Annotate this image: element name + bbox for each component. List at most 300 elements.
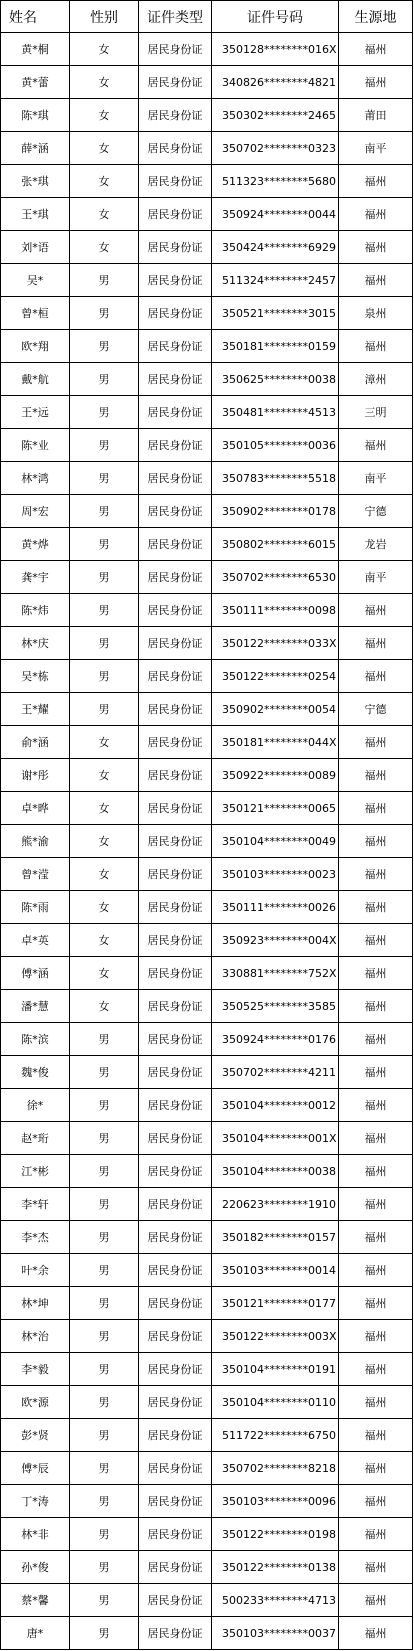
cell-id-number: 511323********5680 [212, 165, 339, 198]
cell-gender: 男 [70, 1617, 139, 1650]
table-row [1, 132, 413, 165]
cell-name: 吴*栋 [1, 660, 70, 693]
cell-id-number: 350103********0014 [212, 1254, 339, 1287]
cell-id-type: 居民身份证 [139, 858, 212, 891]
cell-id-number: 350923********004X [212, 924, 339, 957]
cell-gender: 女 [70, 792, 139, 825]
cell-gender: 女 [70, 132, 139, 165]
cell-name: 黄*桐 [1, 33, 70, 66]
table-row [1, 990, 413, 1023]
cell-gender: 男 [70, 1155, 139, 1188]
cell-id-type: 居民身份证 [139, 1584, 212, 1617]
cell-gender: 女 [70, 726, 139, 759]
table-row [1, 858, 413, 891]
table-row [1, 429, 413, 462]
cell-name: 薛*涵 [1, 132, 70, 165]
cell-id-number: 350182********0157 [212, 1221, 339, 1254]
table-row [1, 198, 413, 231]
cell-id-number: 350783********5518 [212, 462, 339, 495]
cell-gender: 男 [70, 1485, 139, 1518]
header-id-number: 证件号码 [212, 1, 339, 33]
table-row [1, 693, 413, 726]
cell-gender: 男 [70, 1353, 139, 1386]
cell-gender: 女 [70, 99, 139, 132]
cell-origin: 福州 [339, 660, 413, 693]
cell-id-type: 居民身份证 [139, 1221, 212, 1254]
cell-origin: 宁德 [339, 495, 413, 528]
cell-gender: 女 [70, 924, 139, 957]
table-row [1, 1056, 413, 1089]
cell-name: 陈*琪 [1, 99, 70, 132]
table-row [1, 924, 413, 957]
cell-id-type: 居民身份证 [139, 759, 212, 792]
cell-gender: 女 [70, 990, 139, 1023]
table-row [1, 660, 413, 693]
cell-origin: 福州 [339, 891, 413, 924]
cell-id-type: 居民身份证 [139, 99, 212, 132]
cell-name: 曾*滢 [1, 858, 70, 891]
cell-id-type: 居民身份证 [139, 594, 212, 627]
cell-id-number: 350181********0159 [212, 330, 339, 363]
table-row [1, 330, 413, 363]
cell-origin: 福州 [339, 594, 413, 627]
cell-id-number: 330881********752X [212, 957, 339, 990]
cell-origin: 福州 [339, 1023, 413, 1056]
cell-name: 欧*翔 [1, 330, 70, 363]
cell-id-number: 350122********003X [212, 1320, 339, 1353]
cell-id-type: 居民身份证 [139, 330, 212, 363]
cell-id-number: 350122********0198 [212, 1518, 339, 1551]
table-row [1, 627, 413, 660]
cell-origin: 福州 [339, 1518, 413, 1551]
table-row [1, 165, 413, 198]
cell-name: 徐* [1, 1089, 70, 1122]
cell-name: 黄*烨 [1, 528, 70, 561]
cell-id-type: 居民身份证 [139, 1056, 212, 1089]
cell-origin: 福州 [339, 1089, 413, 1122]
cell-origin: 福州 [339, 726, 413, 759]
cell-id-number: 350122********0138 [212, 1551, 339, 1584]
cell-id-number: 350104********0110 [212, 1386, 339, 1419]
cell-id-number: 350525********3585 [212, 990, 339, 1023]
cell-id-type: 居民身份证 [139, 396, 212, 429]
cell-origin: 福州 [339, 1254, 413, 1287]
cell-gender: 男 [70, 627, 139, 660]
table-row [1, 1155, 413, 1188]
cell-name: 傅*涵 [1, 957, 70, 990]
cell-id-number: 511722********6750 [212, 1419, 339, 1452]
table-row [1, 462, 413, 495]
cell-id-number: 350702********0323 [212, 132, 339, 165]
table-row [1, 99, 413, 132]
cell-name: 丁*涛 [1, 1485, 70, 1518]
cell-gender: 男 [70, 1056, 139, 1089]
cell-id-number: 350104********0191 [212, 1353, 339, 1386]
cell-id-number: 350104********0038 [212, 1155, 339, 1188]
cell-gender: 男 [70, 363, 139, 396]
cell-gender: 男 [70, 1122, 139, 1155]
cell-origin: 福州 [339, 627, 413, 660]
table-row [1, 891, 413, 924]
table-row [1, 66, 413, 99]
cell-id-type: 居民身份证 [139, 1452, 212, 1485]
table-row [1, 1254, 413, 1287]
cell-origin: 福州 [339, 66, 413, 99]
cell-gender: 女 [70, 957, 139, 990]
cell-name: 蔡*馨 [1, 1584, 70, 1617]
cell-origin: 福州 [339, 198, 413, 231]
cell-name: 唐* [1, 1617, 70, 1650]
table-row [1, 1089, 413, 1122]
cell-id-type: 居民身份证 [139, 462, 212, 495]
cell-name: 欧*源 [1, 1386, 70, 1419]
cell-name: 江*彬 [1, 1155, 70, 1188]
cell-name: 傅*辰 [1, 1452, 70, 1485]
cell-id-number: 350122********0254 [212, 660, 339, 693]
cell-origin: 福州 [339, 1188, 413, 1221]
cell-origin: 福州 [339, 1221, 413, 1254]
cell-id-number: 350802********6015 [212, 528, 339, 561]
cell-id-type: 居民身份证 [139, 957, 212, 990]
table-row [1, 561, 413, 594]
cell-id-type: 居民身份证 [139, 561, 212, 594]
cell-origin: 福州 [339, 1122, 413, 1155]
table-row [1, 1188, 413, 1221]
table-row [1, 1485, 413, 1518]
cell-id-type: 居民身份证 [139, 1287, 212, 1320]
cell-origin: 南平 [339, 462, 413, 495]
cell-origin: 莆田 [339, 99, 413, 132]
cell-gender: 男 [70, 1518, 139, 1551]
table-row [1, 759, 413, 792]
cell-id-type: 居民身份证 [139, 1155, 212, 1188]
cell-id-type: 居民身份证 [139, 1551, 212, 1584]
cell-name: 周*宏 [1, 495, 70, 528]
cell-id-type: 居民身份证 [139, 1023, 212, 1056]
cell-id-number: 350922********0089 [212, 759, 339, 792]
cell-origin: 福州 [339, 1155, 413, 1188]
cell-id-type: 居民身份证 [139, 1419, 212, 1452]
cell-gender: 男 [70, 396, 139, 429]
cell-id-number: 350902********0178 [212, 495, 339, 528]
cell-name: 叶*余 [1, 1254, 70, 1287]
cell-name: 李*毅 [1, 1353, 70, 1386]
cell-id-type: 居民身份证 [139, 1089, 212, 1122]
cell-gender: 男 [70, 1287, 139, 1320]
cell-name: 彭*贤 [1, 1419, 70, 1452]
cell-origin: 福州 [339, 1287, 413, 1320]
table-row [1, 297, 413, 330]
cell-origin: 福州 [339, 330, 413, 363]
cell-id-type: 居民身份证 [139, 825, 212, 858]
cell-id-type: 居民身份证 [139, 1485, 212, 1518]
cell-gender: 男 [70, 660, 139, 693]
cell-gender: 男 [70, 495, 139, 528]
cell-gender: 女 [70, 759, 139, 792]
cell-name: 陈*炜 [1, 594, 70, 627]
cell-origin: 福州 [339, 1419, 413, 1452]
cell-origin: 福州 [339, 1485, 413, 1518]
cell-id-type: 居民身份证 [139, 924, 212, 957]
cell-gender: 男 [70, 1452, 139, 1485]
cell-name: 王*远 [1, 396, 70, 429]
cell-name: 赵*珩 [1, 1122, 70, 1155]
cell-name: 李*杰 [1, 1221, 70, 1254]
cell-gender: 男 [70, 264, 139, 297]
table-row [1, 33, 413, 66]
cell-name: 陈*雨 [1, 891, 70, 924]
cell-id-type: 居民身份证 [139, 165, 212, 198]
cell-id-type: 居民身份证 [139, 1518, 212, 1551]
cell-gender: 男 [70, 528, 139, 561]
cell-name: 刘*语 [1, 231, 70, 264]
cell-gender: 男 [70, 1023, 139, 1056]
cell-id-type: 居民身份证 [139, 66, 212, 99]
table-row [1, 1023, 413, 1056]
cell-id-type: 居民身份证 [139, 33, 212, 66]
cell-gender: 女 [70, 33, 139, 66]
cell-id-type: 居民身份证 [139, 198, 212, 231]
table-row [1, 825, 413, 858]
cell-gender: 男 [70, 594, 139, 627]
cell-id-number: 350103********0096 [212, 1485, 339, 1518]
cell-origin: 福州 [339, 858, 413, 891]
header-gender: 性别 [70, 1, 139, 33]
cell-name: 卓*晔 [1, 792, 70, 825]
cell-id-number: 350104********0049 [212, 825, 339, 858]
cell-name: 林*非 [1, 1518, 70, 1551]
cell-gender: 男 [70, 297, 139, 330]
cell-origin: 福州 [339, 924, 413, 957]
cell-id-number: 220623********1910 [212, 1188, 339, 1221]
cell-id-number: 350924********0176 [212, 1023, 339, 1056]
cell-origin: 福州 [339, 231, 413, 264]
table-row [1, 957, 413, 990]
cell-id-number: 350181********044X [212, 726, 339, 759]
cell-id-number: 350121********0177 [212, 1287, 339, 1320]
cell-id-type: 居民身份证 [139, 726, 212, 759]
cell-name: 林*鸿 [1, 462, 70, 495]
cell-name: 潘*慧 [1, 990, 70, 1023]
cell-origin: 福州 [339, 264, 413, 297]
cell-name: 林*治 [1, 1320, 70, 1353]
cell-id-type: 居民身份证 [139, 363, 212, 396]
cell-name: 俞*涵 [1, 726, 70, 759]
cell-id-type: 居民身份证 [139, 1617, 212, 1650]
cell-name: 卓*英 [1, 924, 70, 957]
cell-id-number: 350104********001X [212, 1122, 339, 1155]
table-row [1, 1452, 413, 1485]
cell-origin: 福州 [339, 825, 413, 858]
cell-origin: 福州 [339, 1452, 413, 1485]
cell-origin: 福州 [339, 759, 413, 792]
table-row [1, 1320, 413, 1353]
cell-id-number: 350121********0065 [212, 792, 339, 825]
cell-gender: 男 [70, 429, 139, 462]
cell-name: 吴* [1, 264, 70, 297]
table-body [1, 33, 413, 1650]
cell-origin: 福州 [339, 990, 413, 1023]
cell-id-number: 350424********6929 [212, 231, 339, 264]
cell-id-number: 350111********0026 [212, 891, 339, 924]
cell-name: 王*琪 [1, 198, 70, 231]
cell-name: 龚*宇 [1, 561, 70, 594]
cell-gender: 男 [70, 1584, 139, 1617]
cell-name: 陈*滨 [1, 1023, 70, 1056]
cell-id-type: 居民身份证 [139, 990, 212, 1023]
cell-origin: 福州 [339, 1617, 413, 1650]
table-row [1, 1287, 413, 1320]
cell-gender: 男 [70, 1089, 139, 1122]
cell-name: 孙*俊 [1, 1551, 70, 1584]
table-row [1, 363, 413, 396]
cell-name: 张*琪 [1, 165, 70, 198]
cell-id-type: 居民身份证 [139, 1254, 212, 1287]
cell-origin: 南平 [339, 561, 413, 594]
cell-id-type: 居民身份证 [139, 297, 212, 330]
cell-name: 李*轩 [1, 1188, 70, 1221]
cell-id-number: 350481********4513 [212, 396, 339, 429]
cell-id-number: 350521********3015 [212, 297, 339, 330]
cell-id-number: 500233********4713 [212, 1584, 339, 1617]
cell-origin: 福州 [339, 1584, 413, 1617]
table-row [1, 1221, 413, 1254]
cell-gender: 女 [70, 165, 139, 198]
table-row [1, 1419, 413, 1452]
table-row [1, 1122, 413, 1155]
cell-id-type: 居民身份证 [139, 1188, 212, 1221]
cell-id-number: 350302********2465 [212, 99, 339, 132]
cell-origin: 龙岩 [339, 528, 413, 561]
cell-id-type: 居民身份证 [139, 792, 212, 825]
cell-id-number: 350902********0054 [212, 693, 339, 726]
cell-gender: 男 [70, 1254, 139, 1287]
cell-name: 魏*俊 [1, 1056, 70, 1089]
table-row [1, 1386, 413, 1419]
cell-gender: 女 [70, 891, 139, 924]
header-row [1, 1, 413, 33]
cell-id-type: 居民身份证 [139, 264, 212, 297]
cell-origin: 福州 [339, 165, 413, 198]
cell-gender: 男 [70, 1320, 139, 1353]
cell-gender: 男 [70, 330, 139, 363]
cell-name: 陈*业 [1, 429, 70, 462]
cell-gender: 男 [70, 1221, 139, 1254]
cell-gender: 男 [70, 1188, 139, 1221]
cell-origin: 漳州 [339, 363, 413, 396]
table-row [1, 594, 413, 627]
cell-gender: 女 [70, 825, 139, 858]
cell-id-type: 居民身份证 [139, 132, 212, 165]
cell-id-number: 511324********2457 [212, 264, 339, 297]
cell-id-type: 居民身份证 [139, 231, 212, 264]
cell-id-number: 350128********016X [212, 33, 339, 66]
table-row [1, 264, 413, 297]
cell-origin: 泉州 [339, 297, 413, 330]
cell-gender: 男 [70, 693, 139, 726]
cell-name: 熊*渝 [1, 825, 70, 858]
header-origin: 生源地 [339, 1, 413, 33]
cell-origin: 福州 [339, 792, 413, 825]
cell-id-number: 350924********0044 [212, 198, 339, 231]
cell-id-type: 居民身份证 [139, 627, 212, 660]
cell-origin: 福州 [339, 1386, 413, 1419]
header-name: 姓名 [1, 1, 70, 33]
header-id-type: 证件类型 [139, 1, 212, 33]
cell-id-number: 350104********0012 [212, 1089, 339, 1122]
table-row [1, 1353, 413, 1386]
cell-id-type: 居民身份证 [139, 495, 212, 528]
cell-gender: 男 [70, 462, 139, 495]
table-row [1, 495, 413, 528]
cell-id-type: 居民身份证 [139, 429, 212, 462]
cell-gender: 男 [70, 1419, 139, 1452]
cell-id-number: 350103********0023 [212, 858, 339, 891]
table-row [1, 231, 413, 264]
cell-origin: 福州 [339, 1320, 413, 1353]
cell-id-type: 居民身份证 [139, 528, 212, 561]
cell-origin: 宁德 [339, 693, 413, 726]
cell-id-number: 350105********0036 [212, 429, 339, 462]
table-header [1, 1, 413, 33]
cell-gender: 男 [70, 1551, 139, 1584]
cell-id-number: 340826********4821 [212, 66, 339, 99]
cell-origin: 南平 [339, 132, 413, 165]
table-row [1, 726, 413, 759]
cell-origin: 福州 [339, 1551, 413, 1584]
table-row [1, 1617, 413, 1650]
cell-origin: 福州 [339, 33, 413, 66]
table-row [1, 528, 413, 561]
cell-name: 林*庆 [1, 627, 70, 660]
cell-name: 林*坤 [1, 1287, 70, 1320]
cell-id-type: 居民身份证 [139, 891, 212, 924]
cell-id-type: 居民身份证 [139, 660, 212, 693]
cell-gender: 女 [70, 198, 139, 231]
table-row [1, 1518, 413, 1551]
cell-origin: 三明 [339, 396, 413, 429]
cell-id-number: 350702********8218 [212, 1452, 339, 1485]
cell-id-type: 居民身份证 [139, 1320, 212, 1353]
cell-id-number: 350702********6530 [212, 561, 339, 594]
cell-id-type: 居民身份证 [139, 1122, 212, 1155]
cell-gender: 男 [70, 1386, 139, 1419]
cell-id-number: 350111********0098 [212, 594, 339, 627]
table-row [1, 396, 413, 429]
cell-id-number: 350702********4211 [212, 1056, 339, 1089]
cell-id-type: 居民身份证 [139, 693, 212, 726]
cell-gender: 男 [70, 561, 139, 594]
cell-id-number: 350625********0038 [212, 363, 339, 396]
cell-gender: 女 [70, 66, 139, 99]
cell-gender: 女 [70, 858, 139, 891]
cell-origin: 福州 [339, 1056, 413, 1089]
table-row [1, 1584, 413, 1617]
cell-origin: 福州 [339, 1353, 413, 1386]
cell-gender: 女 [70, 231, 139, 264]
cell-id-number: 350103********0037 [212, 1617, 339, 1650]
table-row [1, 792, 413, 825]
cell-name: 王*耀 [1, 693, 70, 726]
cell-name: 谢*彤 [1, 759, 70, 792]
cell-name: 黄*蕾 [1, 66, 70, 99]
cell-name: 戴*航 [1, 363, 70, 396]
cell-id-number: 350122********033X [212, 627, 339, 660]
table-row [1, 1551, 413, 1584]
cell-origin: 福州 [339, 429, 413, 462]
cell-id-type: 居民身份证 [139, 1353, 212, 1386]
cell-id-type: 居民身份证 [139, 1386, 212, 1419]
